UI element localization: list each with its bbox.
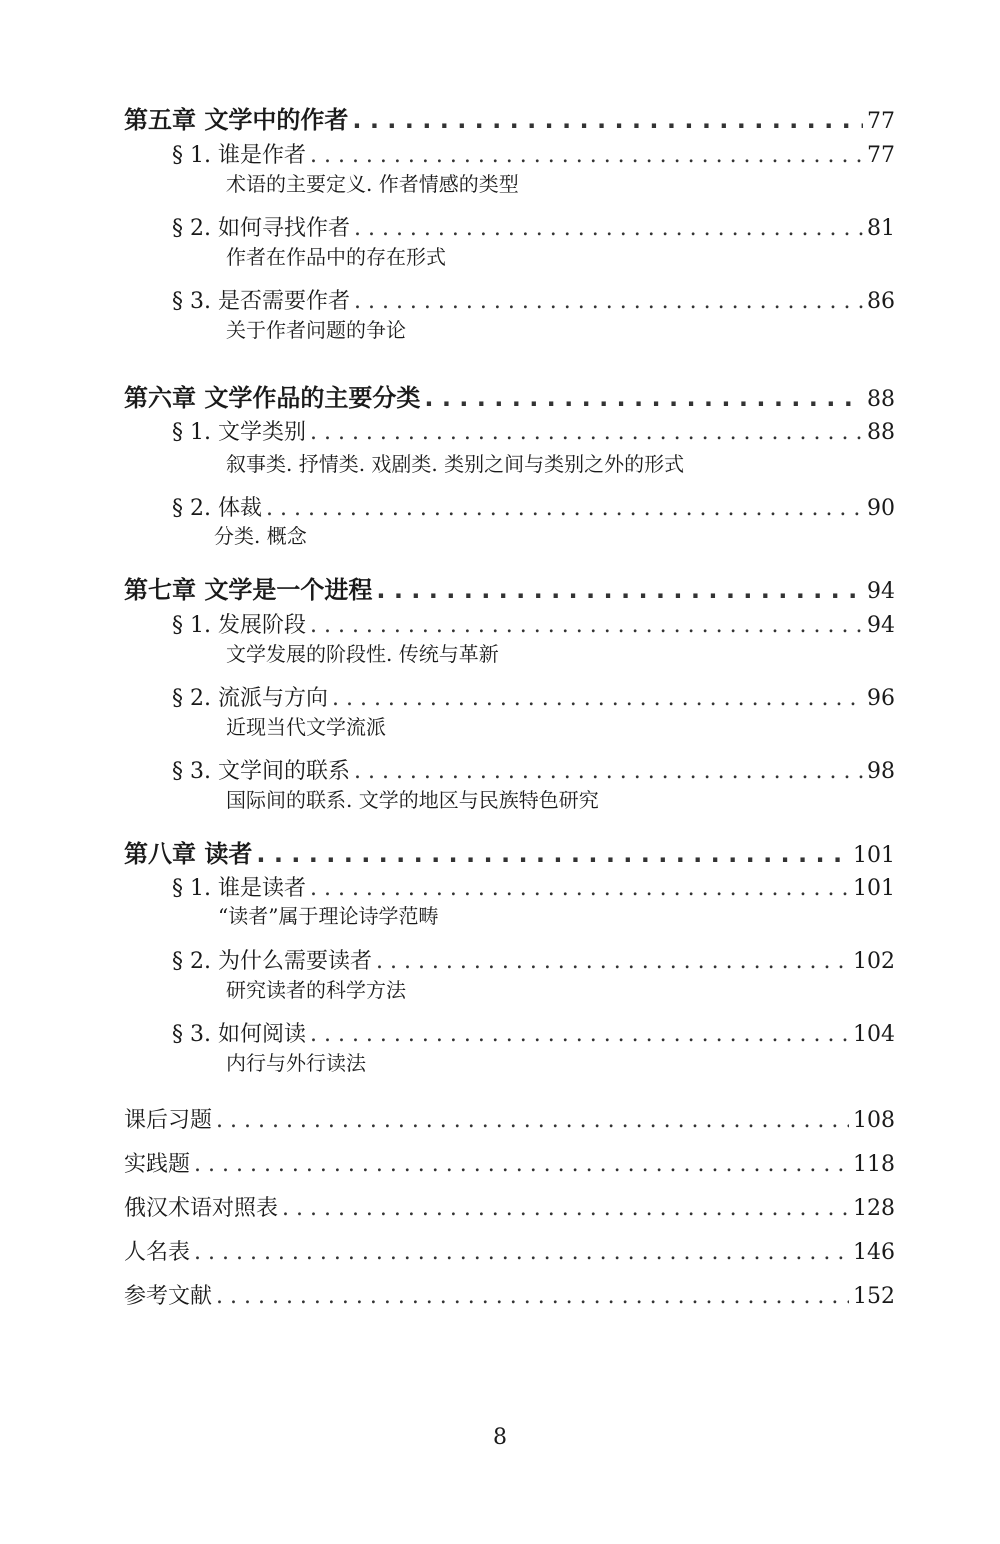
toc-section-description: 国际间的联系. 文学的地区与民族特色研究 [226, 788, 599, 812]
dot-leader [354, 759, 863, 784]
dot-leader [216, 1284, 849, 1309]
toc-misc-entry [124, 1279, 895, 1310]
toc-section-description: “读者”属于理论诗学范畴 [218, 904, 439, 928]
toc-entry-page: 94 [867, 613, 895, 638]
toc-section-entry [172, 211, 895, 242]
dot-leader [332, 686, 863, 711]
toc-entry-page: 118 [853, 1152, 895, 1177]
toc-section-description: 作者在作品中的存在形式 [226, 245, 446, 269]
toc-entry-title: 第六章 文学作品的主要分类 [124, 384, 421, 412]
dot-leader [310, 876, 849, 901]
toc-entry-page: 88 [867, 420, 895, 445]
toc-section-entry [172, 415, 895, 446]
toc-section-entry [172, 138, 895, 169]
toc-section-entry [172, 284, 895, 315]
toc-entry-title: § 2. 如何寻找作者 [172, 216, 350, 241]
toc-entry-page: 101 [853, 876, 895, 901]
toc-entry-page: 108 [853, 1108, 895, 1133]
toc-entry-title: 第八章 读者 [124, 840, 253, 868]
toc-section-description: 术语的主要定义. 作者情感的类型 [226, 172, 519, 196]
toc-section-entry [172, 1017, 895, 1048]
toc-entry-title: § 1. 谁是作者 [172, 143, 306, 168]
toc-chapter-entry [124, 570, 895, 605]
toc-section-description: 文学发展的阶段性. 传统与革新 [226, 642, 499, 666]
toc-entry-title: § 1. 文学类别 [172, 420, 306, 445]
toc-entry-page: 96 [867, 686, 895, 711]
toc-section-entry [172, 871, 895, 902]
toc-entry-page: 98 [867, 759, 895, 784]
dot-leader [310, 143, 863, 168]
toc-chapter-entry [124, 834, 895, 869]
toc-entry-page: 90 [867, 496, 895, 521]
toc-misc-entry [124, 1191, 895, 1222]
toc-section-description: 内行与外行读法 [226, 1051, 366, 1075]
toc-section-entry [172, 681, 895, 712]
toc-entry-title: § 2. 为什么需要读者 [172, 949, 372, 974]
toc-entry-title: § 2. 流派与方向 [172, 686, 328, 711]
toc-section-description: 分类. 概念 [214, 524, 307, 548]
dot-leader [216, 1108, 849, 1133]
toc-entry-title: 俄汉术语对照表 [124, 1196, 279, 1221]
toc-section-entry [172, 944, 895, 975]
dot-leader [310, 1022, 849, 1047]
dot-leader [376, 576, 863, 604]
toc-misc-entry [124, 1235, 895, 1266]
toc-section-entry [172, 754, 895, 785]
toc-entry-title: § 3. 是否需要作者 [172, 289, 350, 314]
toc-section-description: 近现当代文学流派 [226, 715, 386, 739]
dot-leader [310, 613, 863, 638]
toc-chapter-entry [124, 100, 895, 135]
toc-section-description: 研究读者的科学方法 [226, 978, 406, 1002]
toc-entry-title: § 3. 如何阅读 [172, 1022, 306, 1047]
toc-entry-page: 101 [853, 843, 895, 868]
dot-leader [354, 289, 863, 314]
page-number: 8 [493, 1425, 507, 1450]
toc-entry-page: 152 [853, 1284, 895, 1309]
toc-misc-entry [124, 1103, 895, 1134]
toc-entry-page: 88 [867, 387, 895, 412]
toc-entry-page: 128 [853, 1196, 895, 1221]
dot-leader [256, 840, 849, 868]
dot-leader [424, 384, 863, 412]
toc-entry-page: 104 [853, 1022, 895, 1047]
dot-leader [376, 949, 849, 974]
toc-section-description: 关于作者问题的争论 [226, 318, 406, 342]
toc-entry-page: 146 [853, 1240, 895, 1265]
toc-entry-title: 人名表 [124, 1240, 191, 1265]
dot-leader [194, 1152, 849, 1177]
toc-entry-title: 课后习题 [124, 1108, 213, 1133]
toc-entry-page: 81 [867, 216, 895, 241]
toc-entry-title: 第七章 文学是一个进程 [124, 576, 373, 604]
toc-entry-title: § 1. 发展阶段 [172, 613, 306, 638]
toc-entry-title: 第五章 文学中的作者 [124, 106, 349, 134]
toc-entry-page: 77 [867, 143, 895, 168]
toc-entry-title: § 2. 体裁 [172, 496, 262, 521]
toc-section-entry [172, 608, 895, 639]
dot-leader [266, 496, 863, 521]
toc-chapter-entry [124, 378, 895, 413]
toc-entry-title: § 3. 文学间的联系 [172, 759, 350, 784]
toc-entry-title: 实践题 [124, 1152, 191, 1177]
toc-entry-page: 102 [853, 949, 895, 974]
dot-leader [354, 216, 863, 241]
dot-leader [310, 420, 863, 445]
toc-section-description: 叙事类. 抒情类. 戏剧类. 类别之间与类别之外的形式 [226, 452, 685, 476]
toc-entry-title: § 1. 谁是读者 [172, 876, 306, 901]
dot-leader [352, 106, 863, 134]
toc-misc-entry [124, 1147, 895, 1178]
toc-section-entry [172, 491, 895, 522]
dot-leader [194, 1240, 849, 1265]
toc-entry-page: 77 [867, 109, 895, 134]
toc-entry-page: 86 [867, 289, 895, 314]
toc-entry-title: 参考文献 [124, 1284, 213, 1309]
dot-leader [282, 1196, 849, 1221]
toc-entry-page: 94 [867, 579, 895, 604]
